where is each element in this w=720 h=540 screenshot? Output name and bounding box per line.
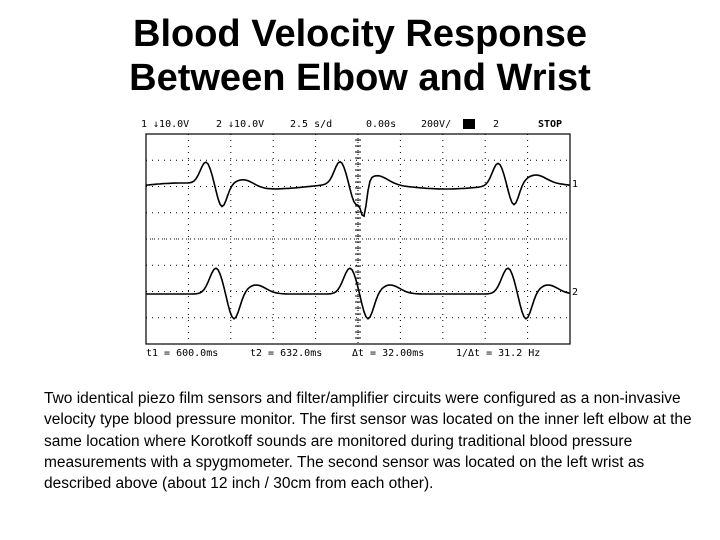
oscilloscope-screenshot (138, 116, 580, 360)
trigger-icon (463, 119, 475, 129)
channel-1-marker: 1 (572, 179, 579, 190)
ch1-scale: 1 ↓10.0V (141, 119, 190, 130)
cursor-t1: t1 = 600.0ms (146, 348, 219, 359)
delay: 0.00s (366, 119, 397, 130)
channel-2-trace (146, 268, 570, 319)
graticule (146, 134, 570, 344)
trigger-source: 2 (493, 119, 500, 130)
cursor-inverse-delta: 1/Δt = 31.2 Hz (456, 348, 541, 359)
trigger-level: 200V/ (421, 119, 452, 130)
description-paragraph: Two identical piezo film sensors and filter/amplifier circuits were configured as a non-invasive velocity type blood pressure monitor. The first sensor was located on the inner left elbow at the same location where Korotkoff sounds are monitored during traditional blood pressure measurements with a spygmometer. The second sensor was located on the left wrist as described above (about 12 inch / 30cm from each other). (44, 390, 692, 493)
cursor-delta-t: Δt = 32.00ms (352, 348, 425, 359)
slide-title (0, 12, 720, 100)
ch2-scale: 2 ↓10.0V (216, 119, 265, 130)
cursor-t2: t2 = 632.0ms (250, 348, 323, 359)
timebase: 2.5 s/d (290, 119, 333, 130)
title-line-1: Blood Velocity Response (133, 13, 587, 55)
run-state: STOP (538, 119, 563, 130)
title-line-2: Between Elbow and Wrist (129, 57, 591, 99)
scope-display (138, 116, 580, 360)
channel-2-marker: 2 (572, 287, 579, 298)
